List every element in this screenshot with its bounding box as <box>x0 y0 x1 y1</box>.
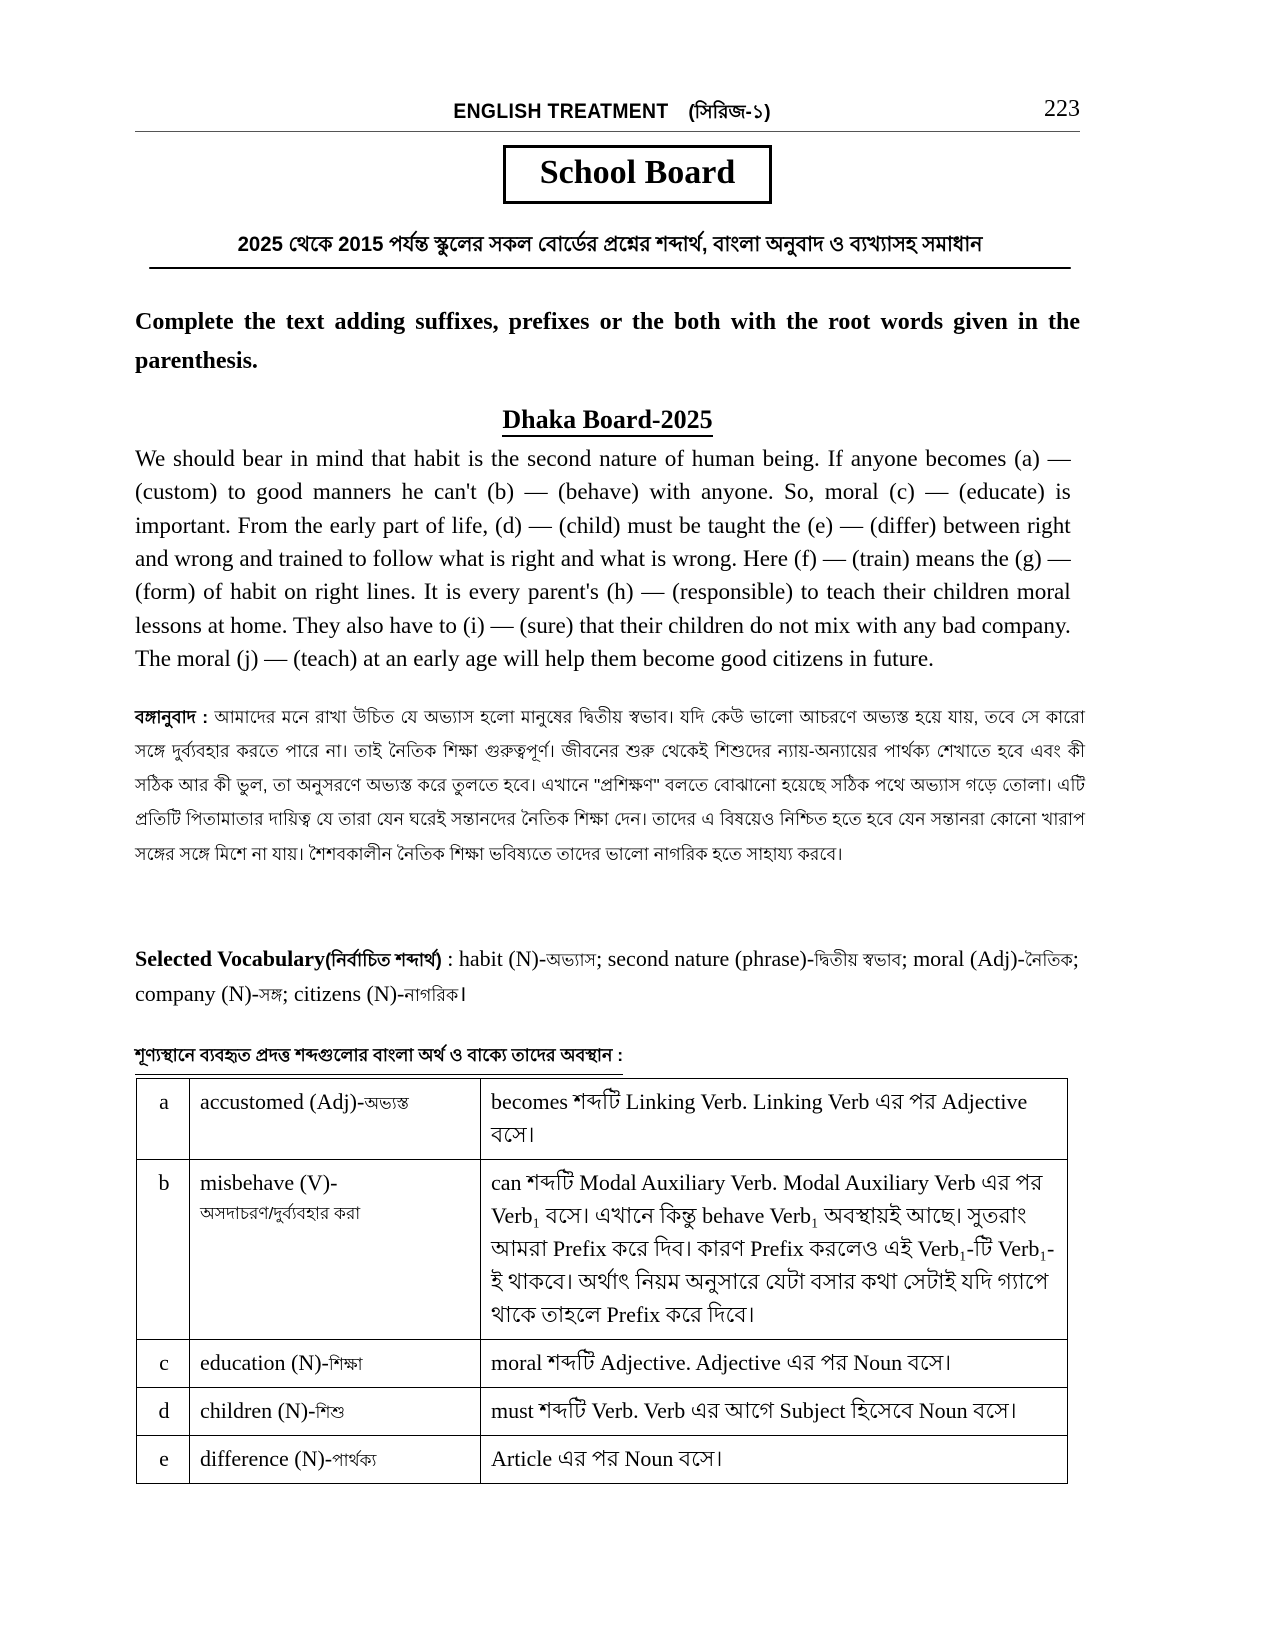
header-divider <box>135 131 1080 132</box>
vocabulary-gloss: নাগরিক <box>404 985 459 1006</box>
book-title: ENGLISH TREATMENT <box>453 100 670 123</box>
instruction-text: Complete the text adding suffixes, prefixes or the both with the root words given in the parenthesis. <box>135 309 1080 374</box>
table-row <box>137 1079 1068 1160</box>
vocabulary-separator-item: । <box>458 981 467 1007</box>
row-explanation <box>481 1160 1068 1340</box>
row-word-en: difference (N)- <box>200 1446 333 1471</box>
row-word-en: children (N)- <box>200 1398 316 1423</box>
vocabulary-separator-item: ; <box>901 946 914 971</box>
table-row <box>137 1340 1068 1388</box>
board-heading <box>135 405 1080 435</box>
vocabulary-separator: : <box>441 946 459 971</box>
row-word <box>190 1436 481 1484</box>
row-word <box>190 1340 481 1388</box>
row-explanation <box>481 1436 1068 1484</box>
vocabulary-label-bn: (নির্বাচিত শব্দার্থ) <box>325 950 442 970</box>
row-explanation-text: moral শব্দটি Adjective. Adjective এর পর Noun বসে। <box>491 1350 952 1375</box>
vocabulary-separator-item: ; <box>1072 946 1079 971</box>
row-explanation-text: Article এর পর Noun বসে। <box>491 1446 723 1471</box>
vocabulary-separator-item: ; <box>596 946 608 971</box>
table-row <box>137 1160 1068 1340</box>
running-header <box>135 98 1080 130</box>
vocabulary-term: citizens (N)- <box>293 981 405 1007</box>
row-explanation <box>481 1079 1068 1160</box>
vocabulary-separator-item: ; <box>282 981 294 1007</box>
table-row <box>137 1388 1068 1436</box>
board-heading-label: Dhaka Board-2025 <box>502 405 712 437</box>
row-word-bn: শিক্ষা <box>328 1355 363 1374</box>
vocabulary-term: moral (Adj)- <box>913 946 1025 971</box>
row-key: e <box>137 1436 190 1484</box>
row-key: d <box>137 1388 190 1436</box>
page-title: School Board <box>503 145 773 204</box>
table-caption: শূণ্যস্থানে ব্যবহৃত প্রদত্ত শব্দগুলোর বাংলা অর্থ ও বাক্যে তাদের অবস্থান : <box>135 1043 623 1075</box>
vocabulary-label-en: Selected Vocabulary <box>135 946 326 971</box>
row-key: b <box>137 1160 190 1340</box>
translation-text: আমাদের মনে রাখা উচিত যে অভ্যাস হলো মানুষের দ্বিতীয় স্বভাব। যদি কেউ ভালো আচরণে অভ্যস্ত হয়ে যায়, তবে সে কারো সঙ্গে দুর্ব্যবহার করতে পারে না। তাই নৈতিক শিক্ষা গুরুত্বপূর্ণ। জীবনের শুরু থেকেই শিশুদের ন্যায়-অন্যায়ের পার্থক্য শেখাতে হবে এবং কী সঠিক আর কী ভুল, তা অনুসরণে অভ্যস্ত করে তুলতে হবে। এখানে "প্রশিক্ষণ" বলতে বোঝানো হয়েছে সঠিক পথে অভ্যাস গড়ে তোলা। এটি প্রতিটি পিতামাতার দায়িত্ব যে তারা যেন ঘরেই সন্তানদের নৈতিক শিক্ষা দেন। তাদের এ বিষয়েও নিশ্চিত হতে হবে যেন সন্তানরা কোনো খারাপ সঙ্গের সঙ্গে মিশে না যায়। শৈশবকালীন নৈতিক শিক্ষা ভবিষ্যতে তাদের ভালো নাগরিক হতে সাহায্য করবে। <box>135 707 1085 864</box>
page-number: 223 <box>1044 96 1080 122</box>
translation-block <box>135 700 1085 871</box>
row-explanation <box>481 1340 1068 1388</box>
row-word <box>190 1079 481 1160</box>
vocabulary-term: habit (N)- <box>458 946 547 971</box>
row-word-bn: শিশু <box>315 1403 346 1422</box>
vocabulary-gloss: নৈতিক <box>1024 950 1073 970</box>
subtitle-banner: 2025 থেকে 2015 পর্যন্ত স্কুলের সকল বোর্ডের প্রশ্নের শব্দার্থ, বাংলা অনুবাদ ও ব্যখ্যাসহ সমাধান <box>149 228 1071 269</box>
vocabulary-term: second nature (phrase)- <box>607 946 815 971</box>
title-box-container <box>0 145 1275 204</box>
row-word-en: accustomed (Adj)- <box>200 1089 365 1114</box>
row-explanation-text: becomes শব্দটি Linking Verb. Linking Verb এর পর Adjective বসে। <box>491 1089 1028 1147</box>
book-series-label: (সিরিজ-১) <box>688 102 771 123</box>
row-key: a <box>137 1079 190 1160</box>
explanation-table <box>136 1078 1068 1484</box>
row-key: c <box>137 1340 190 1388</box>
row-explanation <box>481 1388 1068 1436</box>
translation-label: বঙ্গানুবাদ : <box>135 707 209 727</box>
vocabulary-term: company (N)- <box>135 981 260 1007</box>
row-word-en: education (N)- <box>200 1350 329 1375</box>
vocabulary-gloss: সঙ্গ <box>259 985 283 1006</box>
passage-text: We should bear in mind that habit is the second nature of human being. If anyone becomes (a) — (custom) to good manners he can't (b) — (behave) with anyone. So, moral (c) — (educate) is important. From the early part of life, (d) — (child) must be taught the (e) — (differ) between right and wrong and trained to follow what is right and what is wrong. Here (f) — (train) means the (g) — (form) of habit on right lines. It is every parent's (h) — (responsible) to teach their children moral lessons at home. They also have to (i) — (sure) that their children do not mix with any bad company. The moral (j) — (teach) at an early age will help them become good citizens in future. <box>135 446 1071 673</box>
row-word-en: misbehave (V)- <box>200 1170 338 1195</box>
row-word-bn: পার্থক্য <box>332 1451 377 1470</box>
row-word-bn-secondline: অসদাচরণ/দুর্ব্যবহার করা <box>200 1204 361 1223</box>
vocabulary-gloss: অভ্যাস <box>546 950 597 970</box>
row-word <box>190 1160 481 1340</box>
row-explanation-text: must শব্দটি Verb. Verb এর আগে Subject হিসেবে Noun বসে। <box>491 1398 1017 1423</box>
row-word-bn: অভ্যস্ত <box>364 1094 409 1113</box>
row-explanation-text: can শব্দটি Modal Auxiliary Verb. Modal Auxiliary Verb এর পর Verb₁ বসে। এখানে কিন্তু behave Verb₁ অবস্থায়ই আছে। সুতরাং আমরা Prefix করে দিব। কারণ Prefix করলেও এই Verb₁-টি Verb₁-ই থাকবে। অর্থাৎ নিয়ম অনুসারে যেটা বসার কথা সেটাই যদি গ্যাপে থাকে তাহলে Prefix করে দিবে। <box>491 1170 1055 1327</box>
selected-vocabulary <box>135 941 1085 1011</box>
row-word <box>190 1388 481 1436</box>
table-row <box>137 1436 1068 1484</box>
vocabulary-gloss: দ্বিতীয় স্বভাব <box>814 950 902 970</box>
